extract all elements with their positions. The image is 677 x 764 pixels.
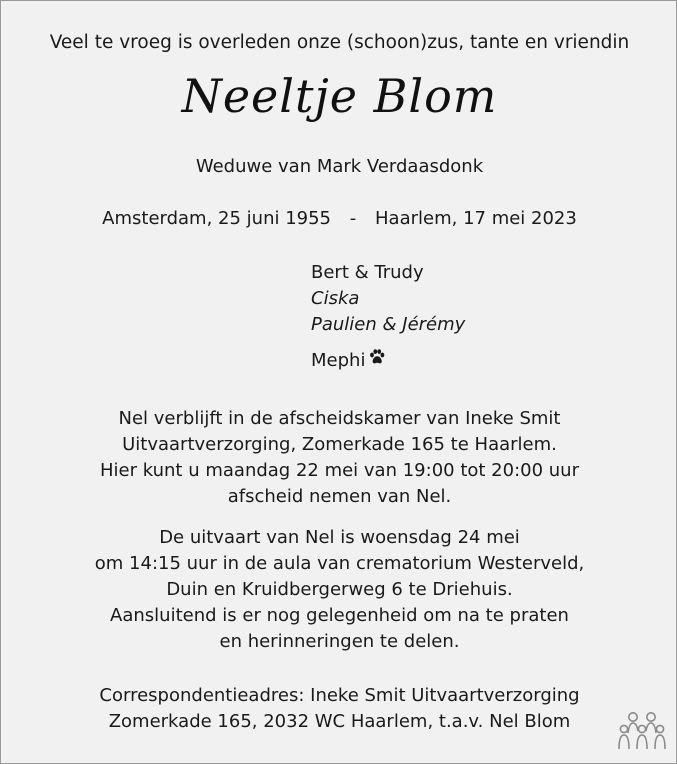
- family-list: [311, 260, 465, 374]
- viewing-line: afscheid nemen van Nel.: [227, 486, 452, 507]
- funeral-line: Duin en Kruidbergerweg 6 te Driehuis.: [166, 579, 513, 600]
- birth-place-date: Amsterdam, 25 juni 1955: [102, 208, 332, 229]
- family-figures-icon: [617, 709, 667, 753]
- widow-of-text: Weduwe van Mark Verdaasdonk: [195, 156, 484, 177]
- intro-text: Veel te vroeg is overleden onze (schoon)zus, tante en vriendin: [49, 32, 630, 53]
- family-member: Ciska: [311, 288, 360, 309]
- funeral-line: Aansluitend is er nog gelegenheid om na te praten: [110, 605, 569, 626]
- correspondence-address: [1, 683, 677, 735]
- funeral-line: om 14:15 uur in de aula van crematorium Westerveld,: [94, 553, 585, 574]
- death-place-date: Haarlem, 17 mei 2023: [375, 208, 577, 229]
- pet-name: Mephi: [311, 350, 366, 371]
- life-dates: [1, 207, 677, 231]
- funeral-line: en herinneringen te delen.: [219, 631, 460, 652]
- funeral-paragraph: [1, 525, 677, 655]
- viewing-paragraph: [1, 406, 677, 510]
- viewing-line: Uitvaartverzorging, Zomerkade 165 te Haarlem.: [122, 434, 557, 455]
- correspondence-line: Zomerkade 165, 2032 WC Haarlem, t.a.v. Nel Blom: [108, 711, 571, 732]
- family-member: Paulien & Jérémy: [311, 314, 466, 335]
- family-member: Bert & Trudy: [311, 262, 424, 283]
- pet-entry: [311, 348, 465, 374]
- viewing-line: Nel verblijft in de afscheidskamer van Ineke Smit: [118, 408, 561, 429]
- paw-icon: [368, 348, 386, 374]
- viewing-line: Hier kunt u maandag 22 mei van 19:00 tot 20:00 uur: [100, 460, 579, 481]
- funeral-line: De uitvaart van Nel is woensdag 24 mei: [159, 527, 520, 548]
- correspondence-line: Correspondentieadres: Ineke Smit Uitvaartverzorging: [99, 685, 580, 706]
- deceased-name: Neeltje Blom: [181, 69, 498, 123]
- date-separator: -: [349, 208, 357, 229]
